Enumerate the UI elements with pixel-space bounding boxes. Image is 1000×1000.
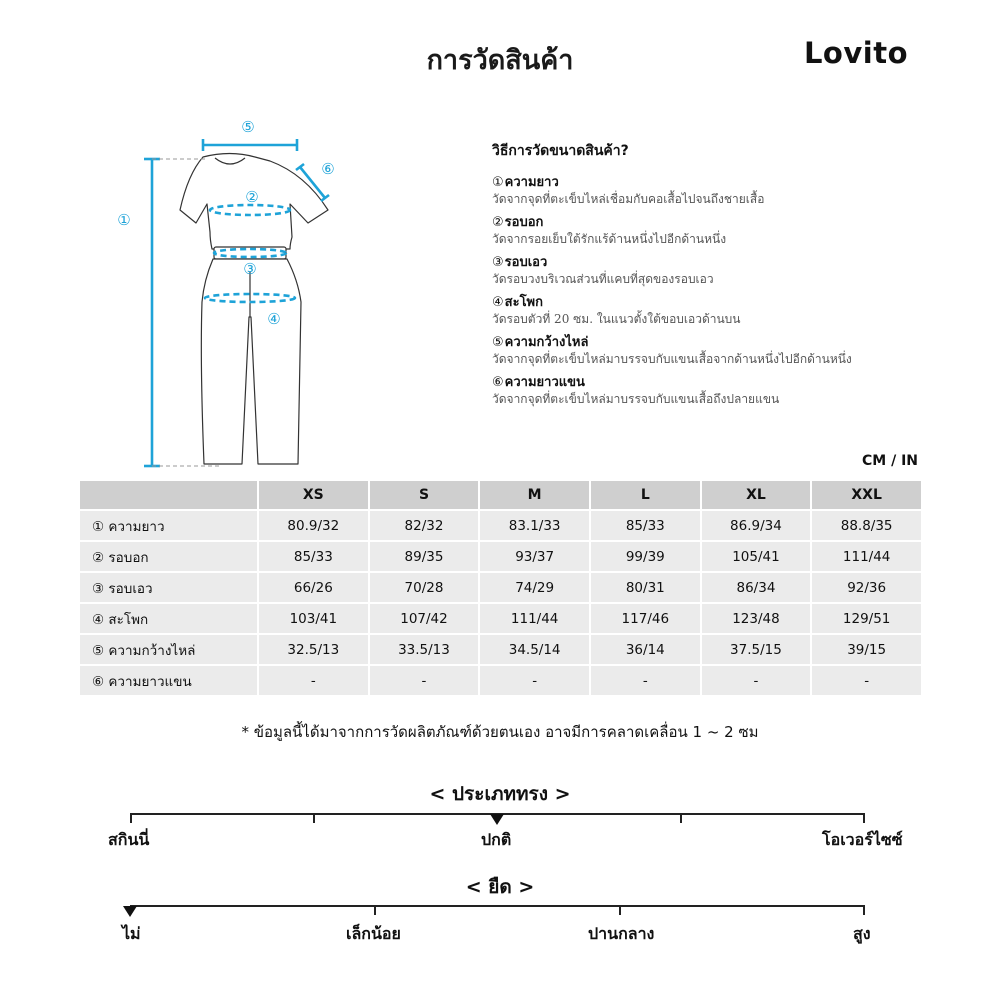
table-cell: 37.5/15	[702, 635, 811, 664]
table-cell: -	[591, 666, 700, 695]
guide-item-hip	[492, 294, 932, 328]
table-cell: -	[370, 666, 479, 695]
table-row	[80, 604, 921, 633]
table-cell: 88.8/35	[812, 511, 921, 540]
guide-item-bust	[492, 214, 932, 248]
table-cell: 83.1/33	[480, 511, 589, 540]
table-cell: 74/29	[480, 573, 589, 602]
size-header: L	[591, 481, 700, 509]
fit-scale-title: < ประเภททรง >	[429, 783, 571, 805]
table-cell: -	[702, 666, 811, 695]
table-cell: 39/15	[812, 635, 921, 664]
measurement-note: * ข้อมูลนี้ได้มาจากการวัดผลิตภัณฑ์ด้วยตนเอง อาจมีการคลาดเคลื่อน 1 ~ 2 ซม	[241, 723, 759, 741]
table-cell: 70/28	[370, 573, 479, 602]
table-corner-cell	[80, 481, 257, 509]
table-row	[80, 666, 921, 695]
guide-item-waist	[492, 254, 932, 288]
stretch-scale-marker	[123, 906, 137, 917]
row-label: ③ รอบเอว	[80, 573, 257, 602]
guide-item-name: ความยาว	[504, 175, 559, 190]
table-row	[80, 573, 921, 602]
table-header-row	[80, 481, 921, 509]
table-cell: 85/33	[591, 511, 700, 540]
table-cell: 86.9/34	[702, 511, 811, 540]
table-cell: 111/44	[480, 604, 589, 633]
guide-item-sleeve	[492, 374, 932, 408]
size-header: S	[370, 481, 479, 509]
guide-item-desc: วัดจากจุดที่ตะเข็บไหล่มาบรรจบกับแขนเสื้อถึงปลายแขน	[492, 392, 780, 406]
table-cell: -	[480, 666, 589, 695]
table-cell: 117/46	[591, 604, 700, 633]
stretch-scale-tick	[619, 905, 621, 915]
table-cell: 105/41	[702, 542, 811, 571]
row-label: ① ความยาว	[80, 511, 257, 540]
stretch-label-medium: ปานกลาง	[588, 924, 655, 943]
fit-scale-marker	[490, 814, 504, 825]
table-cell: 85/33	[259, 542, 368, 571]
row-label: ④ สะโพก	[80, 604, 257, 633]
table-cell: 111/44	[812, 542, 921, 571]
table-cell: 33.5/13	[370, 635, 479, 664]
size-header: XXL	[812, 481, 921, 509]
size-table	[78, 479, 923, 697]
guide-number: ⑤	[492, 335, 504, 350]
guide-item-name: ความยาวแขน	[504, 375, 585, 390]
marker-waist: ③	[243, 260, 257, 278]
guide-item-name: รอบเอว	[504, 255, 548, 270]
garment-illustration	[100, 112, 350, 477]
row-label: ② รอบอก	[80, 542, 257, 571]
fit-label-oversize: โอเวอร์ไซซ์	[822, 830, 903, 849]
guide-item-name: รอบอก	[504, 215, 544, 230]
guide-number: ⑥	[492, 375, 504, 390]
stretch-scale-tick	[863, 905, 865, 915]
brand-logo: Lovito	[803, 36, 908, 70]
fit-label-regular: ปกติ	[481, 830, 512, 849]
guide-number: ②	[492, 215, 504, 230]
size-header: XL	[702, 481, 811, 509]
guide-item-desc: วัดรอบตัวที่ 20 ซม. ในแนวตั้งใต้ขอบเอวด้านบน	[492, 312, 741, 326]
guide-item-desc: วัดรอบวงบริเวณส่วนที่แคบที่สุดของรอบเอว	[492, 272, 714, 286]
table-cell: 82/32	[370, 511, 479, 540]
size-header: XS	[259, 481, 368, 509]
stretch-label-slight: เล็กน้อย	[346, 924, 401, 943]
measuring-guide	[492, 140, 932, 414]
stretch-label-none: ไม่	[122, 924, 141, 943]
table-cell: 129/51	[812, 604, 921, 633]
table-cell: 89/35	[370, 542, 479, 571]
marker-sleeve: ⑥	[321, 160, 335, 178]
stretch-scale-line	[130, 905, 865, 907]
guide-item-length	[492, 174, 932, 208]
stretch-scale-title: < ยืด >	[465, 876, 535, 898]
fit-scale-tick	[680, 813, 682, 823]
stretch-label-high: สูง	[853, 924, 871, 943]
table-cell: 32.5/13	[259, 635, 368, 664]
table-row	[80, 542, 921, 571]
table-cell: 93/37	[480, 542, 589, 571]
size-header: M	[480, 481, 589, 509]
table-cell: 99/39	[591, 542, 700, 571]
table-cell: 80.9/32	[259, 511, 368, 540]
table-row	[80, 635, 921, 664]
table-cell: -	[259, 666, 368, 695]
fit-scale-tick	[130, 813, 132, 823]
guide-item-name: สะโพก	[504, 295, 543, 310]
fit-scale-tick	[863, 813, 865, 823]
marker-bust: ②	[245, 188, 259, 206]
table-cell: 36/14	[591, 635, 700, 664]
guide-number: ④	[492, 295, 504, 310]
page-title: การวัดสินค้า	[426, 45, 574, 76]
guide-title: วิธีการวัดขนาดสินค้า?	[492, 143, 629, 159]
row-label: ⑤ ความกว้างไหล่	[80, 635, 257, 664]
table-cell: 107/42	[370, 604, 479, 633]
marker-hip: ④	[267, 310, 281, 328]
guide-number: ①	[492, 175, 504, 190]
table-cell: 66/26	[259, 573, 368, 602]
table-cell: 103/41	[259, 604, 368, 633]
guide-item-desc: วัดจากรอยเย็บใต้รักแร้ด้านหนึ่งไปอีกด้านหนึ่ง	[492, 232, 727, 246]
table-cell: 123/48	[702, 604, 811, 633]
table-row	[80, 511, 921, 540]
table-cell: -	[812, 666, 921, 695]
guide-item-name: ความกว้างไหล่	[504, 335, 589, 350]
table-cell: 80/31	[591, 573, 700, 602]
table-cell: 34.5/14	[480, 635, 589, 664]
stretch-scale-tick	[374, 905, 376, 915]
fit-label-skinny: สกินนี่	[108, 830, 150, 849]
guide-number: ③	[492, 255, 504, 270]
unit-label: CM / IN	[862, 453, 918, 469]
table-cell: 92/36	[812, 573, 921, 602]
guide-item-desc: วัดจากจุดที่ตะเข็บไหล่มาบรรจบกับแขนเสื้อจากด้านหนึ่งไปอีกด้านหนึ่ง	[492, 352, 852, 366]
marker-length: ①	[117, 211, 131, 229]
fit-scale-tick	[313, 813, 315, 823]
marker-shoulder: ⑤	[241, 118, 255, 136]
table-cell: 86/34	[702, 573, 811, 602]
guide-item-desc: วัดจากจุดที่ตะเข็บไหล่เชื่อมกับคอเสื้อไปจนถึงชายเสื้อ	[492, 192, 765, 206]
row-label: ⑥ ความยาวแขน	[80, 666, 257, 695]
guide-item-shoulder	[492, 334, 932, 368]
